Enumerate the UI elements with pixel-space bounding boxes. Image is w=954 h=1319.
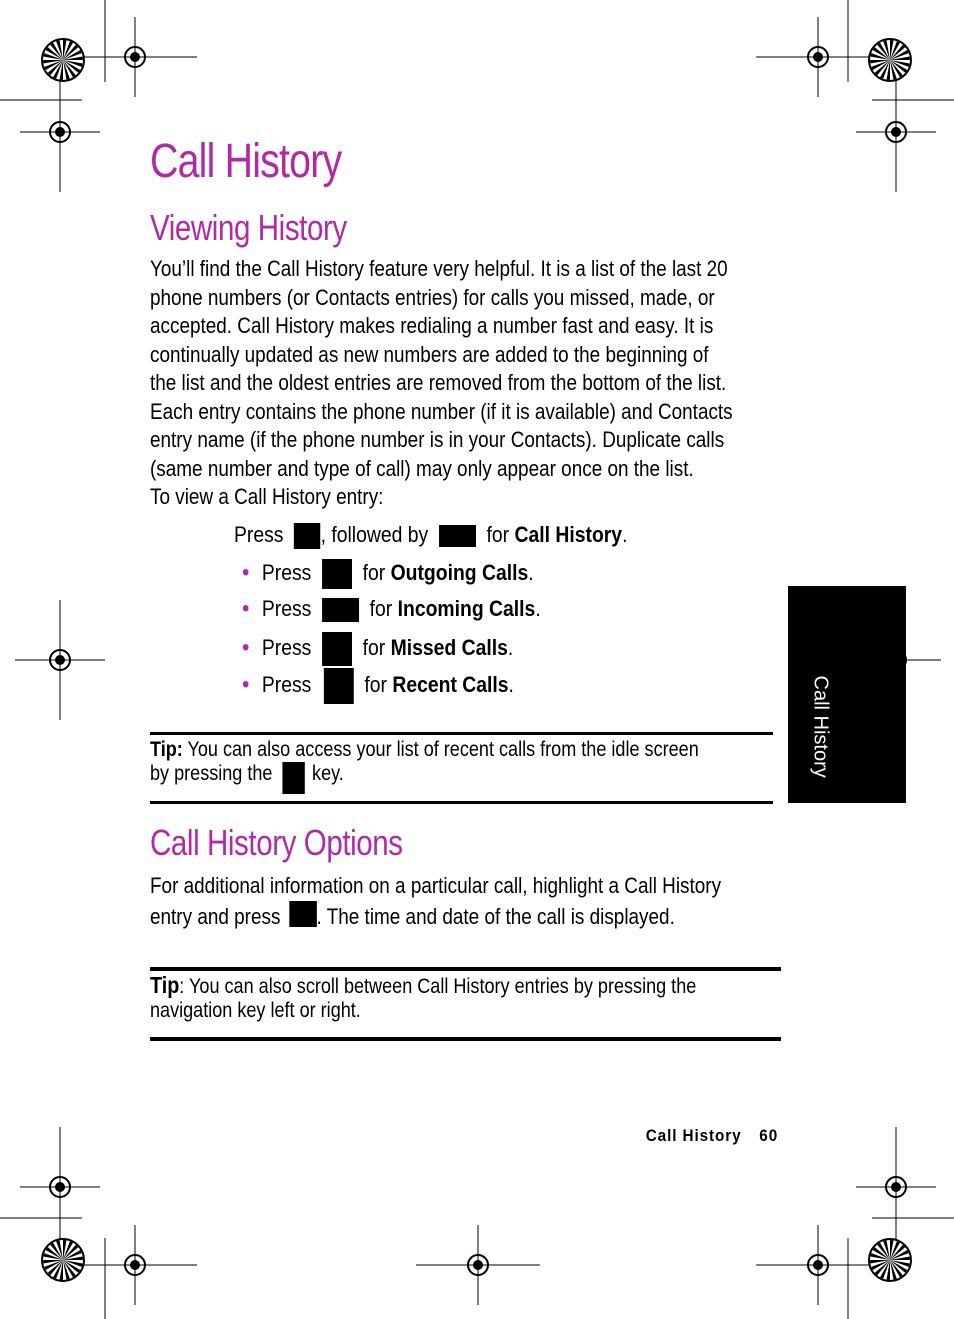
tip-box-2 xyxy=(150,973,696,1023)
paragraph-line: You’ll find the Call History feature very helpful. It is a list of the last 20 xyxy=(150,256,728,281)
registration-dot xyxy=(55,127,65,137)
registration-dot xyxy=(55,1182,65,1192)
bullet-missed xyxy=(242,632,513,666)
bullet-for: for xyxy=(362,634,386,660)
menu-key-icon xyxy=(294,523,320,549)
bullet-period: . xyxy=(507,634,514,660)
registration-dot xyxy=(130,52,140,62)
options-paragraph xyxy=(150,870,721,932)
intro-line: To view a Call History entry: xyxy=(150,484,384,509)
step-target: Call History xyxy=(514,522,623,547)
side-tab xyxy=(788,586,906,803)
bullet-icon: • xyxy=(242,670,250,698)
bullet-icon: • xyxy=(242,559,250,586)
bullet-for: for xyxy=(364,671,387,697)
key-icon xyxy=(322,559,352,589)
registration-dot xyxy=(473,1260,483,1270)
bullet-press: Press xyxy=(261,671,312,697)
paragraph-line: phone numbers (or Contacts entries) for calls you missed, made, or xyxy=(150,284,715,310)
tip-box-1 xyxy=(150,738,699,794)
end-key-icon xyxy=(283,762,305,794)
registration-dot xyxy=(891,1182,901,1192)
tip-label: Tip xyxy=(150,972,180,998)
number-key-icon xyxy=(439,525,476,547)
paragraph-line: the list and the oldest entries are removed from the bottom of the list. xyxy=(150,370,727,395)
tip-text: key. xyxy=(312,762,344,785)
tip-rule-bottom xyxy=(150,801,773,804)
key-icon xyxy=(322,598,359,622)
step-main xyxy=(234,522,627,549)
bullet-period: . xyxy=(535,596,541,621)
bullet-for: for xyxy=(369,596,393,621)
paragraph-line: accepted. Call History makes redialing a number fast and easy. It is xyxy=(150,313,714,338)
tip-rule-top xyxy=(150,732,773,735)
bullet-icon: • xyxy=(242,633,250,661)
registration-dot xyxy=(891,127,901,137)
paragraph-line: . The time and date of the call is displayed. xyxy=(316,904,675,929)
key-icon xyxy=(322,632,352,666)
paragraph-line: continually updated as new numbers are added to the beginning of xyxy=(150,341,709,367)
section-heading-call-history-options: Call History Options xyxy=(150,822,403,863)
bullet-for: for xyxy=(362,560,386,585)
bullet-target: Incoming Calls xyxy=(397,596,536,621)
bullet-press: Press xyxy=(261,634,312,660)
key-icon xyxy=(324,668,354,704)
bullet-icon: • xyxy=(242,595,250,622)
step-for: for xyxy=(486,522,510,547)
tip-text: navigation key left or right. xyxy=(150,999,361,1022)
paragraph-line: entry and press xyxy=(150,904,281,929)
registration-dot xyxy=(813,1260,823,1270)
bullet-period: . xyxy=(508,671,514,697)
bullet-incoming xyxy=(242,595,541,623)
step-press: Press xyxy=(234,522,284,547)
bullet-target: Outgoing Calls xyxy=(390,560,529,585)
step-period: . xyxy=(622,522,628,547)
paragraph-line: entry name (if the phone number is in your Contacts). Duplicate calls xyxy=(150,427,725,452)
bullet-recent xyxy=(242,668,514,704)
paragraph-line: For additional information on a particular call, highlight a Call History xyxy=(150,873,722,898)
registration-dot xyxy=(130,1260,140,1270)
tip-text: by pressing the xyxy=(150,762,273,785)
page-title: Call History xyxy=(150,135,342,188)
tip-text: You can also access your list of recent calls from the idle screen xyxy=(182,738,699,761)
tip-text: : You can also scroll between Call History entries by pressing the xyxy=(179,975,697,998)
ok-key-icon xyxy=(289,901,317,927)
page-footer xyxy=(646,1126,778,1146)
footer-section: Call History xyxy=(645,1126,742,1145)
bullet-target: Missed Calls xyxy=(390,634,508,660)
bullet-target: Recent Calls xyxy=(392,671,509,697)
bullet-period: . xyxy=(528,560,534,585)
tip2-rule-top xyxy=(150,967,781,971)
bullet-press: Press xyxy=(261,560,312,585)
section-heading-viewing-history: Viewing History xyxy=(150,207,347,248)
registration-dot xyxy=(55,655,65,665)
paragraph-line: Each entry contains the phone number (if it is available) and Contacts xyxy=(150,398,733,424)
side-tab-label: Call History xyxy=(809,675,832,778)
bullet-outgoing xyxy=(242,559,534,589)
bullet-press: Press xyxy=(261,596,312,621)
paragraph-line: (same number and type of call) may only appear once on the list. xyxy=(150,455,694,481)
tip2-rule-bottom xyxy=(150,1037,781,1041)
tip-label: Tip: xyxy=(150,738,183,761)
registration-dot xyxy=(813,52,823,62)
step-followed-by: , followed by xyxy=(320,522,429,547)
page-number: 60 xyxy=(759,1126,778,1145)
viewing-history-paragraph xyxy=(150,255,733,512)
